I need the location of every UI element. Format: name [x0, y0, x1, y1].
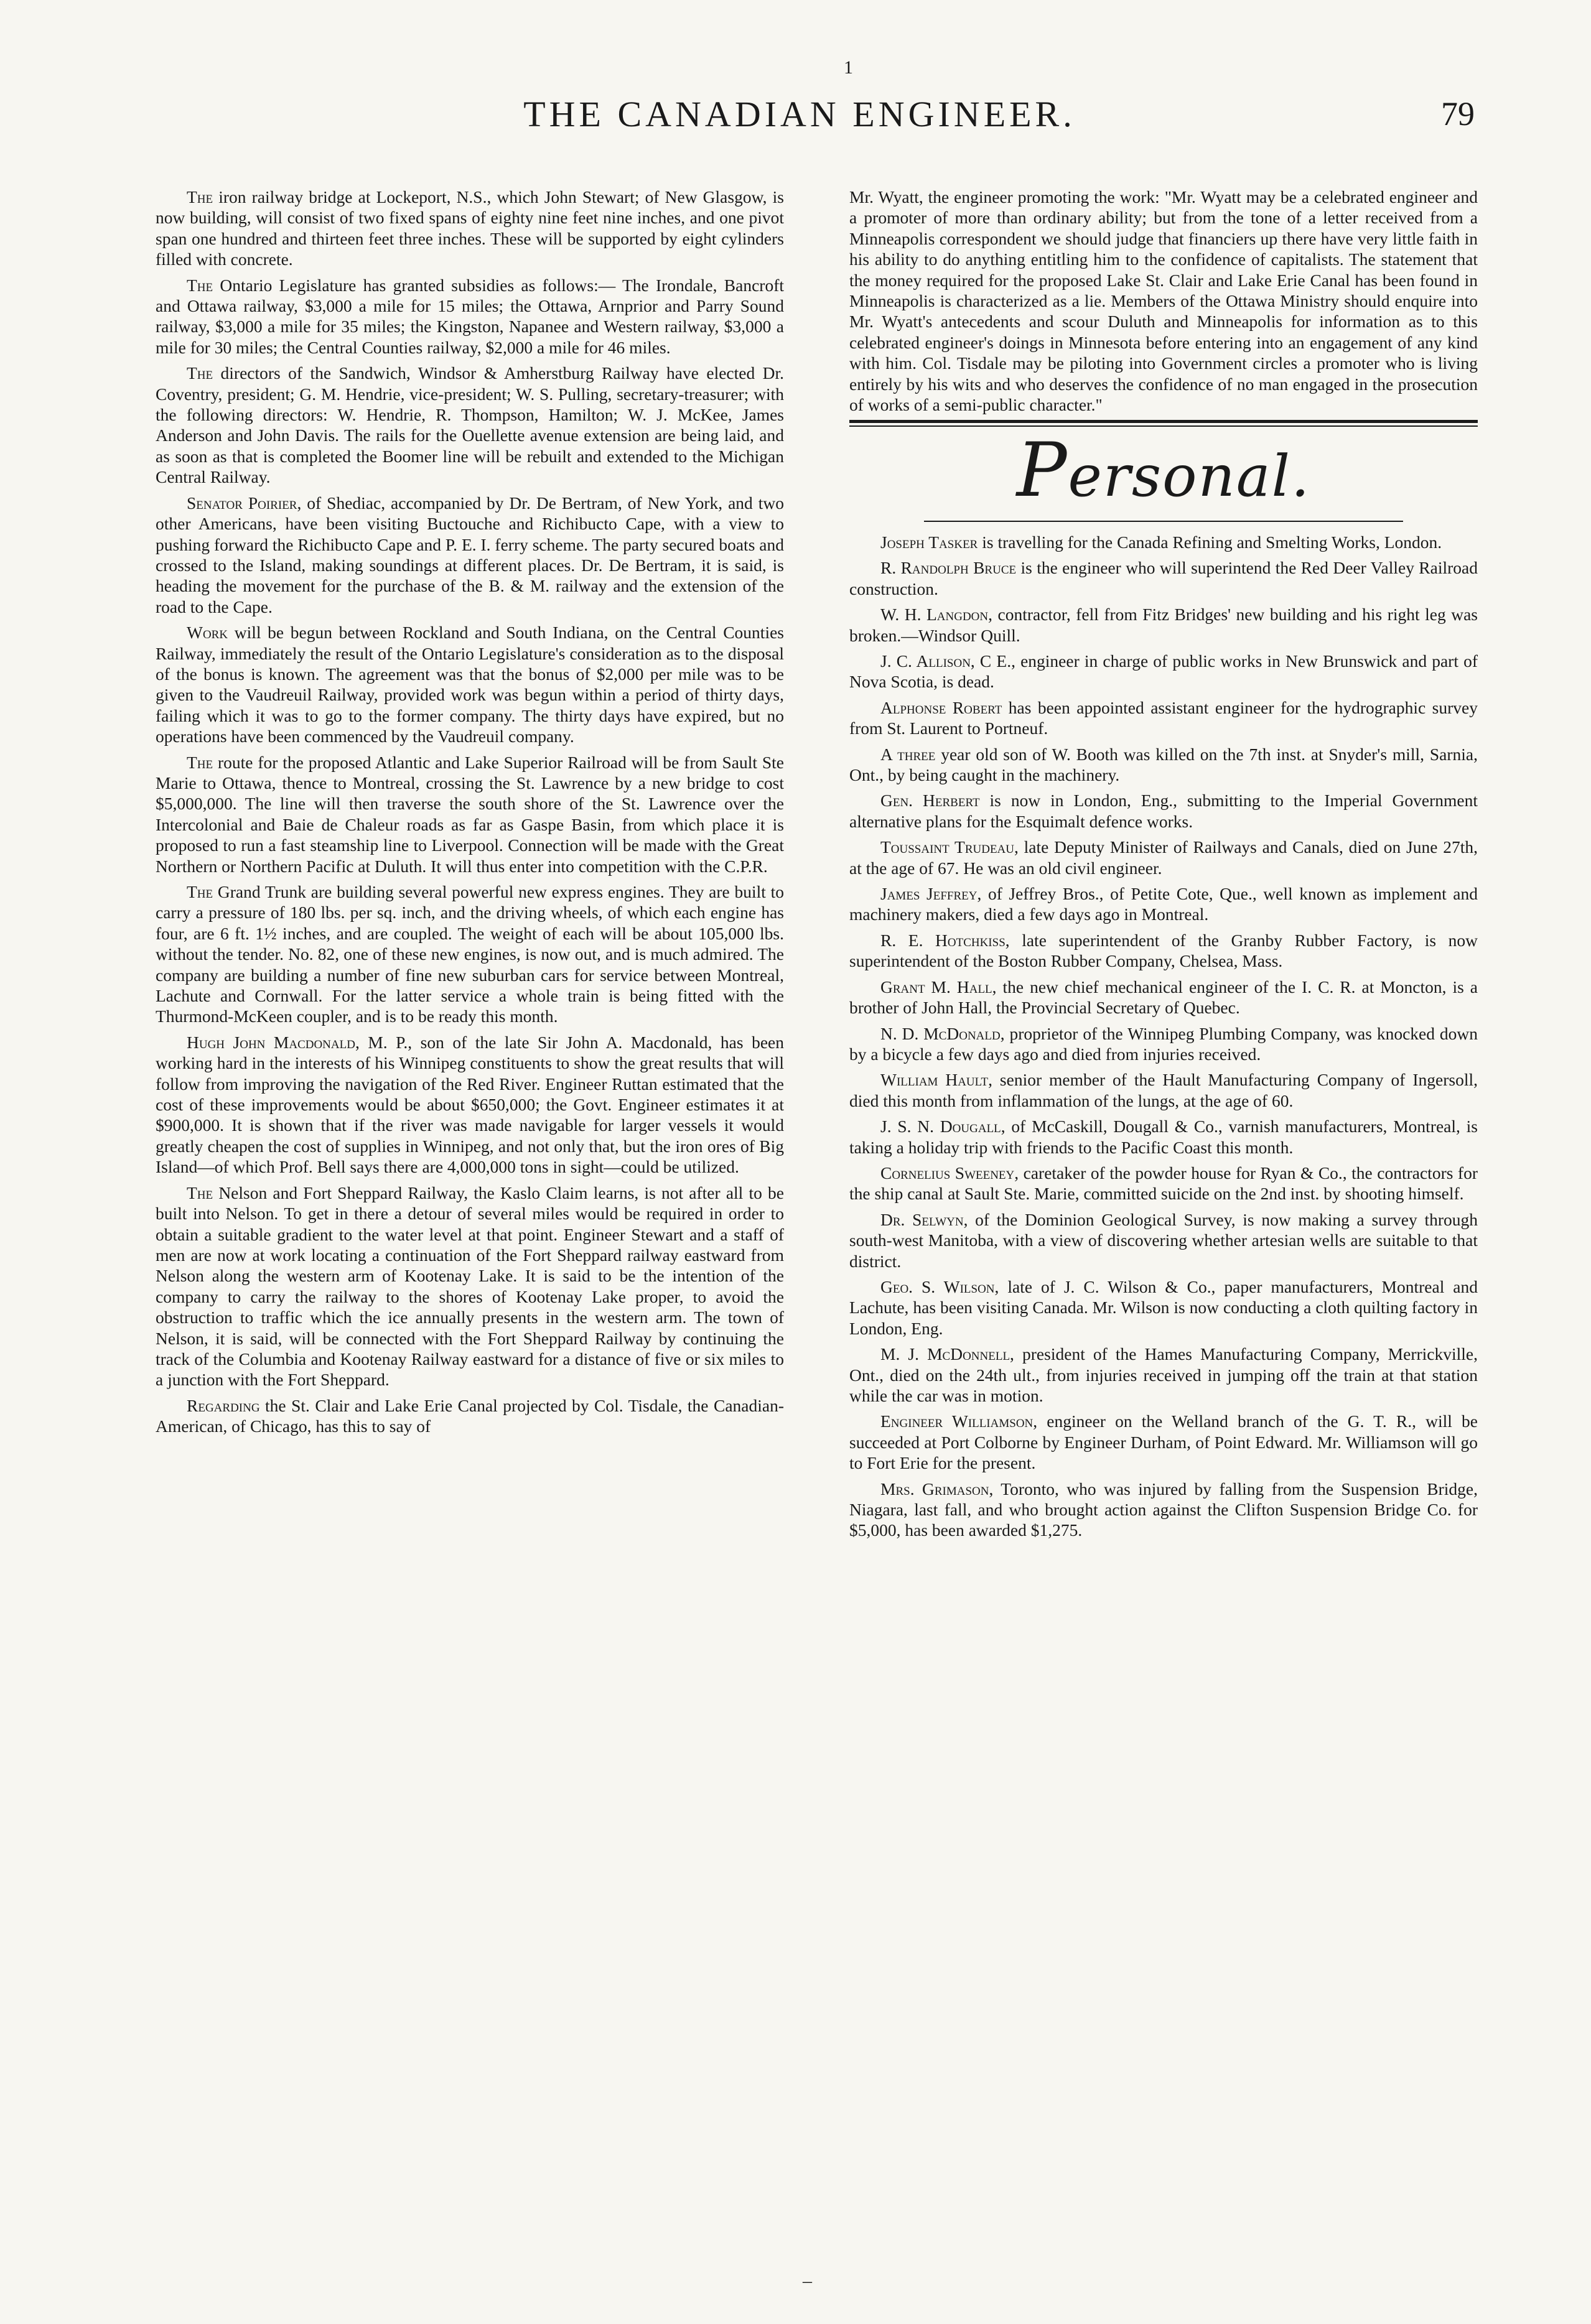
personal-item: [849, 1344, 1478, 1406]
personal-item: [849, 790, 1478, 832]
news-paragraph: [156, 881, 784, 1027]
item-lead: James Jeffrey,: [880, 884, 982, 904]
personal-item: [849, 1479, 1478, 1541]
item-lead: Regarding: [187, 1395, 260, 1415]
personal-item: [849, 744, 1478, 786]
item-text: caretaker of the powder house for Ryan & Co., the contractors for the ship canal at Sault Ste. Marie, committed suicide on the 2nd inst. by shooting himself.: [849, 1163, 1478, 1204]
item-lead: Gen. Herbert: [880, 791, 980, 811]
item-text: directors of the Sandwich, Windsor & Amherstburg Railway have elected Dr. Coventry, president; G. M. Hendrie, vice-president; W. S. Pulling, secretary-treasurer; with the following directors: W. Hendrie, R. Thompson, Hamilton; W. J. McKee, James Anderson and John Davis. The rails for the Ouellette avenue extension are being laid, and as soon as that is completed the Boomer line will be rebuilt and extended to the Michigan Central Railway.: [156, 363, 784, 487]
page-number: 79: [1441, 95, 1475, 132]
item-lead: N. D. McDonald,: [880, 1023, 1005, 1043]
footer-mark: –: [803, 2271, 812, 2291]
personal-item: [849, 977, 1478, 1018]
personal-items: [849, 532, 1478, 1541]
item-text: iron railway bridge at Lockeport, N.S., which John Stewart; of New Glasgow, is now building, will consist of two fixed spans of eighty nine feet nine inches, and one pivot span one hundred and thirteen feet three inches. These will be supported by eight cylinders filled with concrete.: [156, 187, 784, 269]
item-lead: The: [187, 275, 213, 295]
personal-item: [849, 557, 1478, 599]
right-column: [849, 187, 1478, 1546]
item-lead: Geo. S. Wilson,: [880, 1276, 999, 1296]
news-paragraph: [156, 363, 784, 487]
item-text: Nelson and Fort Sheppard Railway, the Kaslo Claim learns, is not after all to be built into Nelson. To get in there a detour of several miles would be required in order to obtain a suitable gradient to the water level at that point. Engineer Stewart and a staff of men are now at work locating a continuation of the Fort Sheppard railway eastward from Nelson along the western arm of Kootenay Lake. It is said to be the intention of the company to carry the railway to the shores of Kootenay Lake proper, to avoid the obstruction to traffic which the ice annually presents in the western arm. The town of Nelson, it is said, will be connected with the Fort Sheppard Railway by continuing the track of the Columbia and Kootenay Railway eastward for a distance of five or six miles to a junction with the Fort Sheppard.: [156, 1183, 784, 1390]
item-lead: Joseph Tasker: [880, 532, 978, 552]
personal-item: [849, 1163, 1478, 1204]
item-lead: R. E. Hotchkiss,: [880, 930, 1010, 950]
item-text: the St. Clair and Lake Erie Canal projected by Col. Tisdale, the Canadian-American, of Chicago, has this to say of: [156, 1395, 784, 1436]
item-text: contractor, fell from Fitz Bridges' new building and his right leg was broken.—Windsor Quill.: [849, 605, 1478, 645]
item-text: late of J. C. Wilson & Co., paper manufacturers, Montreal and Lachute, has been visiting Canada. Mr. Wilson is now conducting a cloth quilting factory in London, Eng.: [849, 1276, 1478, 1338]
personal-item: [849, 1023, 1478, 1065]
publication-title: THE CANADIAN ENGINEER.: [523, 94, 1076, 134]
item-text: has been appointed assistant engineer for the hydrographic survey from St. Laurent to Portneuf.: [849, 697, 1478, 738]
item-text: is the engineer who will superintend the Red Deer Valley Railroad construction.: [849, 558, 1478, 598]
personal-item: [849, 883, 1478, 925]
item-lead: The: [187, 187, 213, 207]
item-text: late superintendent of the Granby Rubber Factory, is now superintendent of the Boston Rubber Company, Chelsea, Mass.: [849, 930, 1478, 971]
personal-item: [849, 651, 1478, 692]
personal-item: [849, 930, 1478, 972]
personal-item: [849, 604, 1478, 646]
item-lead: The: [187, 752, 213, 772]
news-paragraph: [156, 187, 784, 270]
item-lead: The: [187, 1183, 213, 1202]
item-lead: The: [187, 882, 213, 901]
news-paragraph: [156, 493, 784, 617]
item-text: Ontario Legislature has granted subsidies as follows:— The Irondale, Bancroft and Ottawa railway, $3,000 a mile for 15 miles; the Ottawa, Arnprior and Parry Sound railway, $3,000 a mile for 35 miles; the Kingston, Napanee and Western railway, $3,000 a mile for 30 miles; the Central Counties railway, $2,000 a mile for 46 miles.: [156, 275, 784, 357]
personal-item: [849, 1209, 1478, 1271]
item-lead: W. H. Langdon,: [880, 605, 993, 625]
news-paragraph: [156, 275, 784, 358]
item-lead: A three: [880, 744, 936, 764]
personal-item: [849, 1411, 1478, 1473]
item-text: will be begun between Rockland and South Indiana, on the Central Counties Railway, immediately the result of the Ontario Legislature's consideration as to the disposal of the bonus is known. The agreement was that the bonus of $2,000 per mile was to be given to the Vaudreuil Railway, provided work was begun within a period of thirty days, failing which it was to go to the former company. The thirty days have expired, but no operations have been commenced by the Vaudreuil company.: [156, 623, 784, 746]
item-text: engineer in charge of public works in New Brunswick and part of Nova Scotia, is dead.: [849, 651, 1478, 692]
item-lead: Toussaint Trudeau,: [880, 837, 1019, 857]
item-text: late Deputy Minister of Railways and Canals, died on June 27th, at the age of 67. He was an old civil engineer.: [849, 837, 1478, 878]
news-paragraph: [156, 1395, 784, 1437]
item-lead: R. Randolph Bruce: [880, 558, 1017, 578]
section-rule-thick: [849, 420, 1478, 423]
item-lead: M. J. McDonnell,: [880, 1344, 1014, 1364]
item-text: Toronto, who was injured by falling from the Suspension Bridge, Niagara, last fall, and who brought action against the Clifton Suspension Bridge Co. for $5,000, has been awarded $1,275.: [849, 1479, 1478, 1540]
item-text: president of the Hames Manufacturing Company, Merrickville, Ont., died on the 24th ult., from injuries received in jumping off the train at that station while the car was in motion.: [849, 1344, 1478, 1405]
personal-item: [849, 532, 1478, 552]
section-heading-rule: [924, 521, 1403, 522]
item-text: route for the proposed Atlantic and Lake Superior Railroad will be from Sault Ste Marie to Ottawa, thence to Montreal, crossing the St. Lawrence by a new bridge to cost $5,000,000. The line will then traverse the south shore of the St. Lawrence over the Intercolonial and Baie de Chaleur roads as far as Gaspe Basin, from which place it is proposed to run a fast steamship line to Liverpool. Connection will be made with the Great Northern or Northern Pacific at Duluth. It will thus enter into competition with the C.P.R.: [156, 752, 784, 876]
page-header: [124, 93, 1475, 143]
item-text: the new chief mechanical engineer of the I. C. R. at Moncton, is a brother of John Hall, the Provincial Secretary of Quebec.: [849, 977, 1478, 1018]
item-text: engineer on the Welland branch of the G. T. R., will be succeeded at Port Colborne by Engineer Durham, of Point Edward. Mr. Williamson will go to Fort Erie for the present.: [849, 1411, 1478, 1473]
item-lead: Grant M. Hall,: [880, 977, 997, 997]
item-text: senior member of the Hault Manufacturing Company of Ingersoll, died this month from inflammation of the lungs, at the age of 60.: [849, 1070, 1478, 1110]
item-text: of Shediac, accompanied by Dr. De Bertram, of New York, and two other Americans, have been visiting Buctouche and Richibucto Cape, with a view to pushing forward the Richibucto Cape and P. E. I. ferry scheme. The party secured boats and crossed to the Island, making soundings at different places. Dr. De Bertram, it is said, is heading the movement for the purchase of the B. & M. railway and the extension of the road to the Cape.: [156, 493, 784, 616]
item-text: of Jeffrey Bros., of Petite Cote, Que., well known as implement and machinery makers, died a few days ago in Montreal.: [849, 884, 1478, 924]
item-text: of McCaskill, Dougall & Co., varnish manufacturers, Montreal, is taking a holiday trip with friends to the Pacific Coast this month.: [849, 1117, 1478, 1157]
personal-item: [849, 1276, 1478, 1339]
item-text: proprietor of the Winnipeg Plumbing Company, was knocked down by a bicycle a few days ago and died from injuries received.: [849, 1023, 1478, 1064]
item-lead: Cornelius Sweeney,: [880, 1163, 1019, 1183]
section-heading-initial: P: [1016, 427, 1068, 514]
section-heading-rest: ersonal.: [1068, 442, 1311, 509]
item-text: is travelling for the Canada Refining and Smelting Works, London.: [977, 532, 1442, 552]
personal-item: [849, 837, 1478, 878]
item-lead: The: [187, 363, 213, 383]
item-lead: J. C. Allison, C E.,: [880, 651, 1015, 671]
item-lead: Hugh John Macdonald, M. P.,: [187, 1032, 413, 1052]
item-lead: Work: [187, 623, 228, 643]
item-text: of the Dominion Geological Survey, is now making a survey through south-west Manitoba, with a view of discovering whether artesian wells are suitable to that district.: [849, 1209, 1478, 1271]
personal-item: [849, 1069, 1478, 1111]
personal-item: [849, 1116, 1478, 1158]
section-heading-personal: [849, 427, 1478, 514]
item-lead: Engineer Williamson,: [880, 1411, 1038, 1431]
item-text: Grand Trunk are building several powerful new express engines. They are built to carry a pressure of 180 lbs. per sq. inch, and the driving wheels, of which each engine has four, are 6 ft. 1½ inches, and are coupled. The weight of each will be about 105,000 lbs. without the tender. No. 82, one of these new engines, is now out, and is much admired. The company are building a number of fine new suburban cars for service between Montreal, Lachute and Cornwall. For the latter service a whole train is being fitted with the Thurmond-McKeen coupler, and is to be ready this month.: [156, 882, 784, 1026]
item-lead: Mrs. Grimason,: [880, 1479, 994, 1499]
section-rule-thin: [849, 425, 1478, 427]
top-mark: 1: [844, 57, 853, 78]
left-column: [156, 187, 784, 1442]
news-paragraph: [156, 752, 784, 876]
personal-item: [849, 697, 1478, 739]
item-lead: Dr. Selwyn,: [880, 1209, 968, 1229]
continued-paragraph: Mr. Wyatt, the engineer promoting the work: "Mr. Wyatt may be a celebrated engineer and a promoter of more than ordinary ability; but from the tone of a letter received from a Minneapolis correspondent we should judge that financiers up there have very little faith in his ability to do anything entitling him to the confidence of capitalists. The statement that the money required for the proposed Lake St. Clair and Lake Erie Canal has been found in Minneapolis is characterized as a lie. Members of the Ottawa Ministry should enquire into Mr. Wyatt's antecedents and scour Duluth and Minneapolis for information as to this celebrated engineer's doings in Minnesota before entering into an engagement of any kind with him. Col. Tisdale may be piloting into Government circles a promoter who is living entirely by his wits and who deserves the confidence of no man engaged in the prosecution of works of a semi-public character.": [849, 187, 1478, 415]
news-paragraph: [156, 622, 784, 746]
item-lead: William Hault,: [880, 1070, 992, 1090]
item-text: son of the late Sir John A. Macdonald, has been working hard in the interests of his Winnipeg constituents to show the great results that will follow from improving the navigation of the Red River. Engineer Ruttan estimated that the cost of these improvements would be about $650,000; the Govt. Engineer estimates it at $900,000. It is shown that if the river was made navigable for larger vessels it would greatly cheapen the cost of supplies in Winnipeg, and not only that, but the iron ores of Big Island—of which Prof. Bell says there are 4,000,000 tons in sight—could be utilized.: [156, 1032, 784, 1177]
item-text: year old son of W. Booth was killed on the 7th inst. at Snyder's mill, Sarnia, Ont., by being caught in the machinery.: [849, 744, 1478, 785]
news-paragraph: [156, 1032, 784, 1178]
item-lead: Senator Poirier,: [187, 493, 302, 513]
item-text: is now in London, Eng., submitting to the Imperial Government alternative plans for the Esquimalt defence works.: [849, 791, 1478, 831]
item-lead: J. S. N. Dougall,: [880, 1117, 1005, 1136]
item-lead: Alphonse Robert: [880, 697, 1002, 717]
news-paragraph: [156, 1183, 784, 1390]
